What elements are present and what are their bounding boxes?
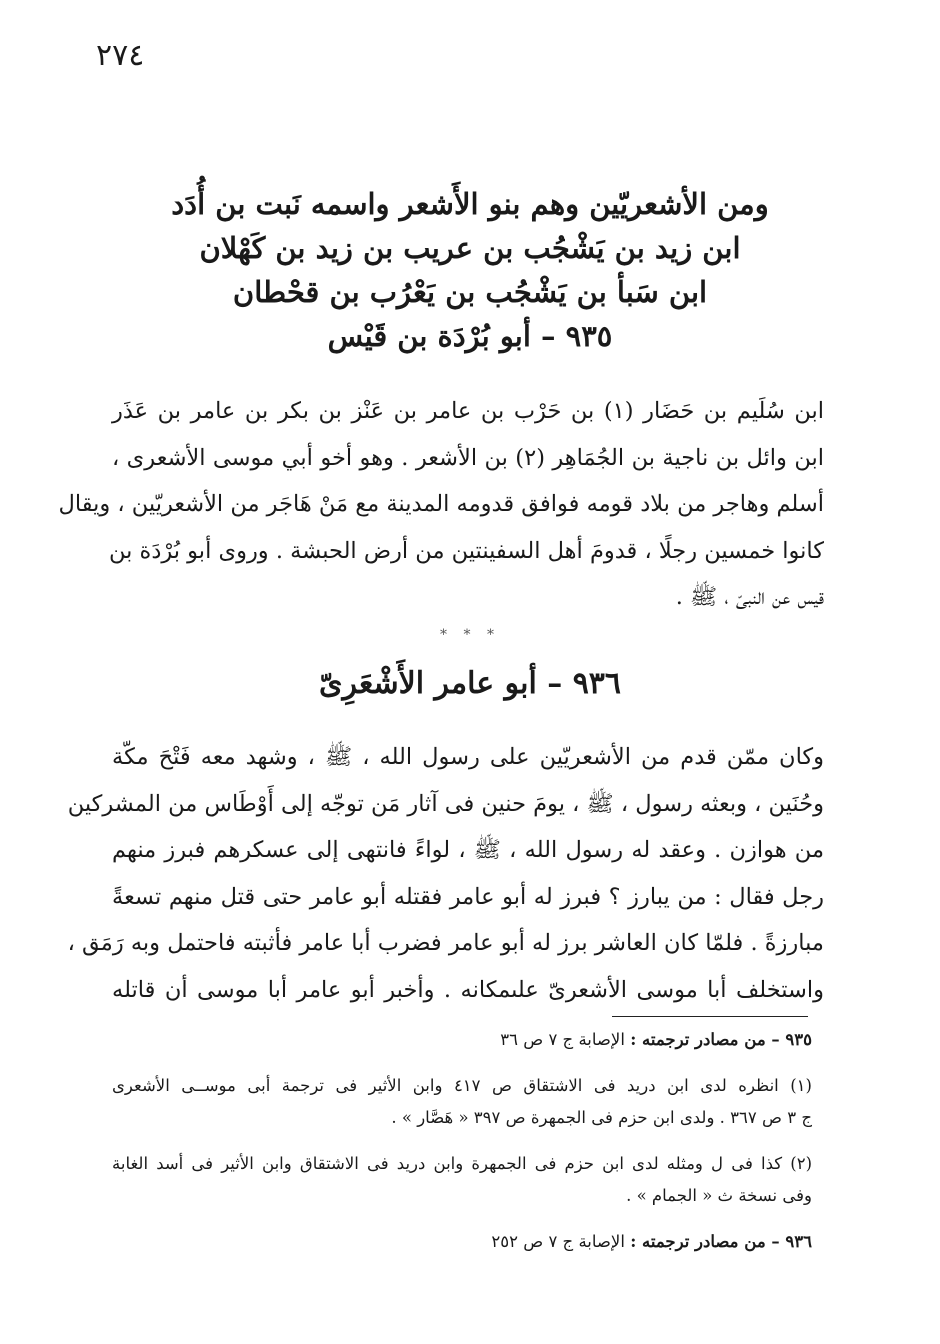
text-line: قيس عن النبىّ ، ﷺ . [675,584,824,610]
section-separator: * * * [440,627,500,643]
heading-line: ابن زيد بن يَشْجُب بن عريب بن زيد بن كَهْلان [199,231,741,265]
section-heading [150,182,790,358]
entry-935-heading: ٩٣٥ – أبو بُرْدَة بن قَيْس [327,319,613,353]
text-line: ابن وائل بن ناجية بن الجُمَاهِر (٢) بن الأشعر . وهو أخو أبي موسى الأشعرى ، [112,444,824,471]
page-number: ٢٧٤ [96,38,145,73]
footnotes [112,1024,812,1258]
text-line: وحُنَين ، وبعثه رسول ، ﷺ ، يومَ حنين فى آثار مَن توجّه إلى أَوْطَاس من المشركين [67,790,824,817]
text-line: كانوا خمسين رجلًا ، قدومَ أهل السفينتين من أرض الحبشة . وروى أبو بُرْدَة بن [109,537,824,564]
text-line: رجل فقال : من يبارز ؟ فبرز له أبو عامر فقتله أبو عامر حتى قتل منهم تسعةً [112,883,824,910]
entry-936-body [67,734,824,1013]
text-line: من هوازن . وعقد له رسول الله ، ﷺ ، لواءً فانتهى إلى عسكرهم فبرز منهم [112,837,824,863]
heading-line: ابن سَبأ بن يَشْجُب بن يَعْرُب بن قحْطان [232,275,708,309]
text-line: مبارزةً . فلمّا كان العاشر برز له أبو عامر فضرب أبا عامر فأثبته فاحتمل وبه رَمَق ، [67,930,824,956]
source-label: ٩٣٦ – من مصادر ترجمته : [630,1232,812,1251]
entry-935-body [58,388,824,621]
footnote-1 [112,1070,812,1134]
text-line: واستخلف أبا موسى الأشعرىّ علىمكانه . وأخبر أبو عامر أبا موسى أن قاتله [112,976,824,1003]
entry-936-heading: ٩٣٦ – أبو عامر الأَشْعَرِىّ [318,666,622,701]
source-935 [112,1024,812,1056]
footnote-line: وفى نسخة ث « الجمام » . [626,1186,812,1205]
footnote-divider [612,1016,808,1017]
source-text: الإصابة ج ٧ ص ٢٥٢ [491,1232,625,1251]
source-label: ٩٣٥ – من مصادر ترجمته : [630,1030,812,1049]
footnote-line: ج ٣ ص ٣٦٧ . ولدى ابن حزم فى الجمهرة ص ٣٩٧ « هَصَّار » . [391,1108,812,1127]
footnote-2 [112,1148,812,1212]
source-936 [112,1226,812,1258]
text-line: أسلم وهاجر من بلاد قومه فوافق قدومه المدينة مع مَنْ هَاجَر من الأشعريّين ، ويقال [58,491,824,517]
heading-line: ومن الأشعريّين وهم بنو الأَشعر واسمه نَبت بن أُدَد [171,187,769,221]
footnote-line: (٢) كذا فى ل ومثله لدى ابن حزم فى الجمهرة وابن دريد فى الاشتقاق وابن الأثير فى أسد الغابة [112,1154,812,1173]
footnote-line: (١) انظره لدى ابن دريد فى الاشتقاق ص ٤١٧ وابن الأثير فى ترجمة أبى موســى الأشعرى [112,1076,812,1095]
text-line: ابن سُلَيم بن حَضَار (١) بن حَرْب بن عامر بن عَنْز بن بكر بن عامر بن عَذَر [112,398,824,424]
text-line: وكان ممّن قدم من الأشعريّين على رسول الله ، ﷺ ، وشهد معه فَتْحَ مكّة [112,744,824,770]
source-text: الإصابة ج ٧ ص ٣٦ [500,1030,625,1049]
